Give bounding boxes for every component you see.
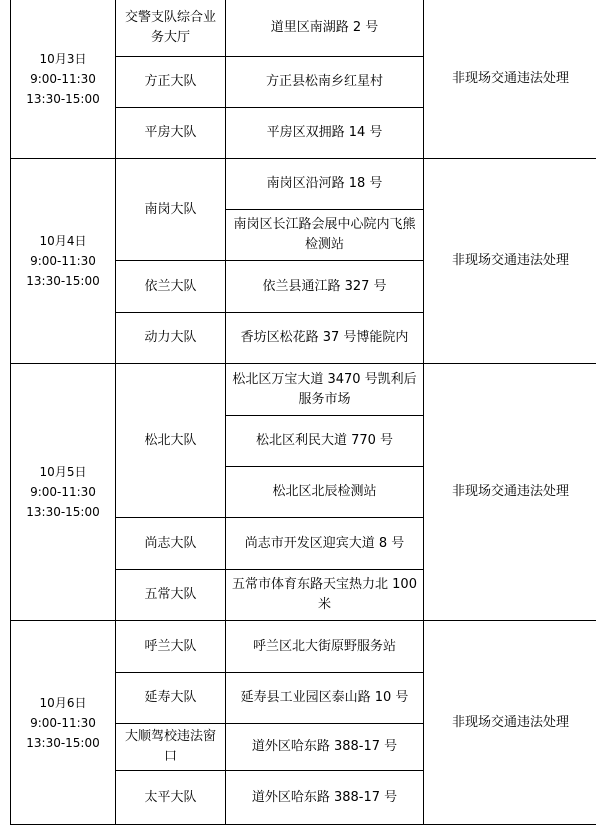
table-row bbox=[11, 0, 596, 57]
address-cell: 尚志市开发区迎宾大道 8 号 bbox=[226, 518, 424, 570]
date-cell bbox=[11, 621, 116, 825]
address-cell: 南岗区长江路会展中心院内飞熊检测站 bbox=[226, 210, 424, 261]
time-text: 9:00-11:30 bbox=[30, 715, 96, 730]
schedule-table bbox=[10, 0, 596, 825]
date-cell bbox=[11, 364, 116, 621]
unit-cell: 依兰大队 bbox=[116, 261, 226, 313]
address-cell: 香坊区松花路 37 号博能院内 bbox=[226, 313, 424, 364]
address-cell: 方正县松南乡红星村 bbox=[226, 57, 424, 108]
service-cell: 非现场交通违法处理 bbox=[424, 364, 596, 621]
unit-cell: 南岗大队 bbox=[116, 159, 226, 261]
unit-cell: 松北大队 bbox=[116, 364, 226, 518]
address-cell: 松北区利民大道 770 号 bbox=[226, 416, 424, 467]
address-cell: 道外区哈东路 388-17 号 bbox=[226, 724, 424, 771]
time-text: 13:30-15:00 bbox=[26, 735, 100, 750]
date-text: 10月6日 bbox=[39, 695, 87, 710]
service-cell: 非现场交通违法处理 bbox=[424, 0, 596, 159]
address-cell: 依兰县通江路 327 号 bbox=[226, 261, 424, 313]
date-cell bbox=[11, 0, 116, 159]
time-text: 13:30-15:00 bbox=[26, 274, 100, 288]
unit-cell: 交警支队综合业务大厅 bbox=[116, 0, 226, 57]
address-cell: 延寿县工业园区泰山路 10 号 bbox=[226, 673, 424, 724]
unit-cell: 延寿大队 bbox=[116, 673, 226, 724]
time-text: 13:30-15:00 bbox=[26, 92, 100, 106]
address-cell: 松北区万宝大道 3470 号凯利后服务市场 bbox=[226, 364, 424, 416]
date-text: 10月3日 bbox=[39, 52, 87, 66]
unit-cell: 方正大队 bbox=[116, 57, 226, 108]
address-cell: 五常市体育东路天宝热力北 100 米 bbox=[226, 570, 424, 621]
service-cell: 非现场交通违法处理 bbox=[424, 159, 596, 364]
unit-cell: 动力大队 bbox=[116, 313, 226, 364]
time-text: 9:00-11:30 bbox=[30, 254, 96, 268]
date-text: 10月4日 bbox=[39, 234, 87, 248]
address-cell: 道外区哈东路 388-17 号 bbox=[226, 771, 424, 825]
unit-cell: 大顺驾校违法窗口 bbox=[116, 724, 226, 771]
schedule-body bbox=[11, 0, 596, 825]
date-text: 10月5日 bbox=[39, 465, 87, 479]
address-cell: 南岗区沿河路 18 号 bbox=[226, 159, 424, 210]
unit-cell: 平房大队 bbox=[116, 108, 226, 159]
service-cell: 非现场交通违法处理 bbox=[424, 621, 596, 825]
table-row bbox=[11, 159, 596, 210]
address-cell: 平房区双拥路 14 号 bbox=[226, 108, 424, 159]
address-cell: 呼兰区北大街原野服务站 bbox=[226, 621, 424, 673]
address-cell: 道里区南湖路 2 号 bbox=[226, 0, 424, 57]
unit-cell: 五常大队 bbox=[116, 570, 226, 621]
unit-cell: 尚志大队 bbox=[116, 518, 226, 570]
unit-cell: 呼兰大队 bbox=[116, 621, 226, 673]
table-row bbox=[11, 621, 596, 673]
unit-cell: 太平大队 bbox=[116, 771, 226, 825]
time-text: 13:30-15:00 bbox=[26, 505, 100, 519]
date-cell bbox=[11, 159, 116, 364]
time-text: 9:00-11:30 bbox=[30, 485, 96, 499]
table-row bbox=[11, 364, 596, 416]
time-text: 9:00-11:30 bbox=[30, 72, 96, 86]
address-cell: 松北区北辰检测站 bbox=[226, 467, 424, 518]
